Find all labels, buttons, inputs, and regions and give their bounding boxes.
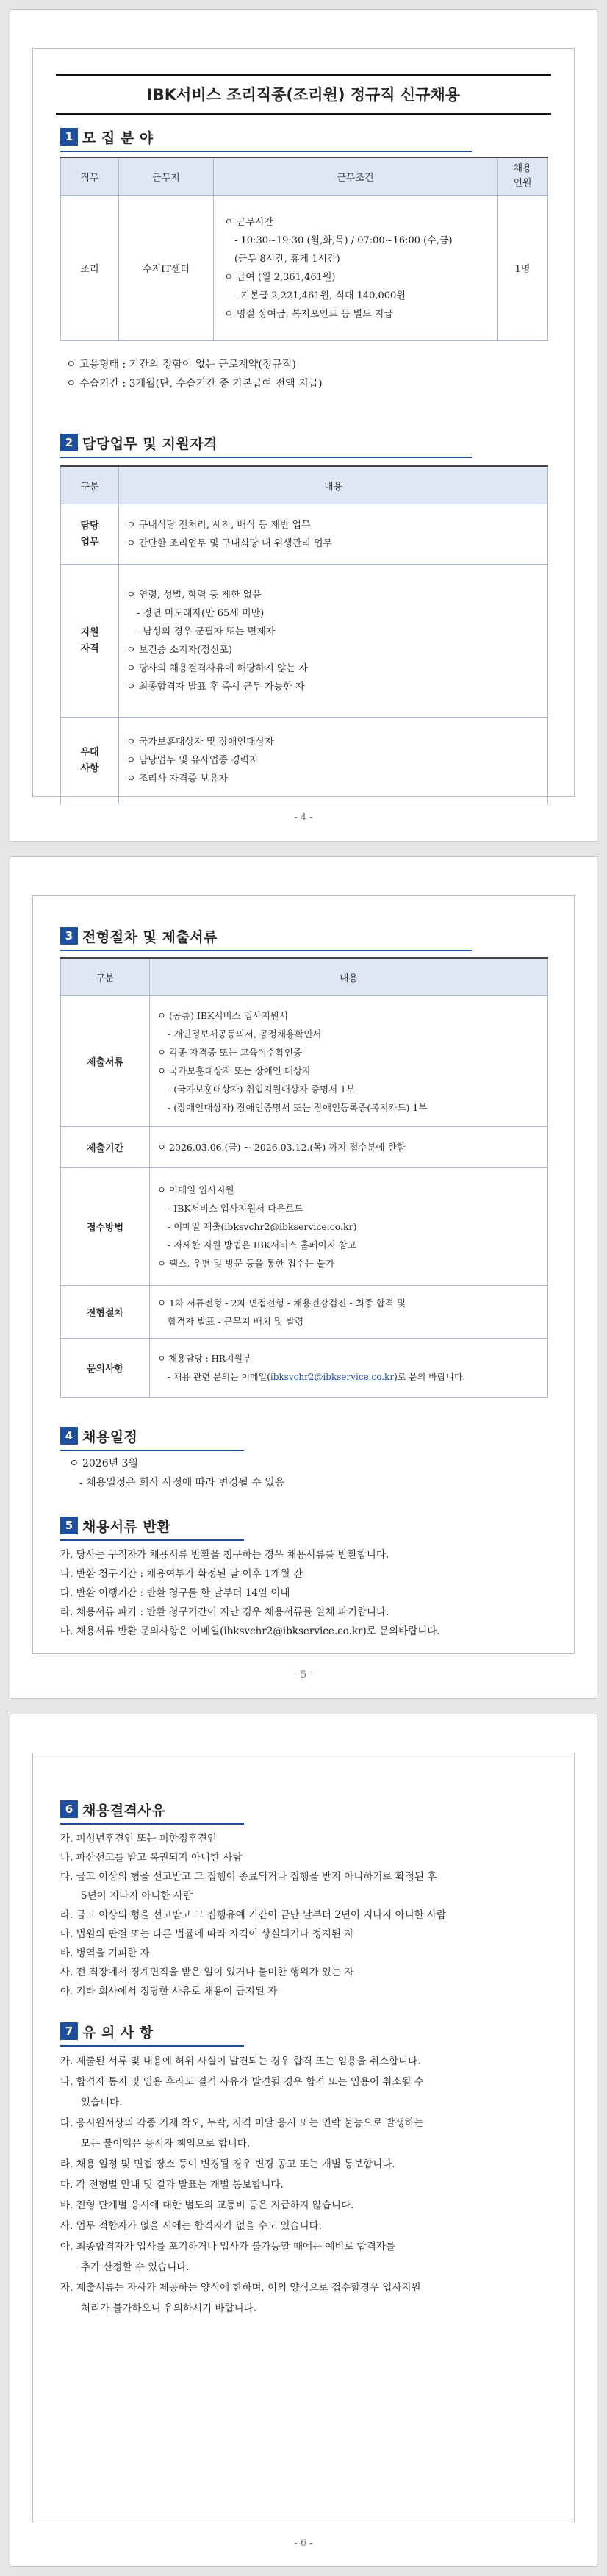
- period-label: 제출기간: [61, 1127, 150, 1168]
- preference-line: ㅇ 담당업무 및 유사업종 경력자: [126, 755, 259, 766]
- schedule-line: ㅇ 2026년 3월: [69, 1458, 139, 1470]
- section-number: 1: [60, 128, 78, 146]
- section-header-return: [60, 1513, 170, 1538]
- job-cell: 조리: [61, 196, 119, 341]
- disqualify-line: 라. 금고 이상의 형을 선고받고 그 집행유예 기간이 끝난 날부터 2년이 지나지 아니한 사람: [60, 1909, 447, 1921]
- duty-line: ㅇ 구내식당 전처리, 세척, 배식 등 제반 업무: [126, 519, 311, 531]
- disqualify-line: 아. 기타 회사에서 정당한 사유로 채용이 금지된 자: [60, 1986, 278, 1997]
- preference-label: 우대 사항: [61, 718, 119, 804]
- probation-note: ㅇ 수습기간 : 3개월(단, 수습기간 중 기본급여 전액 지급): [66, 378, 323, 390]
- condition-line: ㅇ 급여 (월 2,361,461원): [224, 271, 336, 283]
- conditions-cell: [214, 196, 498, 341]
- method-label: 접수방법: [61, 1168, 150, 1286]
- process-table: [60, 957, 548, 1398]
- section-title: 채용일정: [82, 1428, 138, 1445]
- return-line: 가. 당사는 구직자가 채용서류 반환을 청구하는 경우 채용서류를 반환합니다.: [60, 1549, 389, 1561]
- note-line: 처리가 불가하오니 유의하시기 바랍니다.: [81, 2303, 256, 2314]
- contact-text: - 채용 관련 문의는 이메일(: [168, 1371, 270, 1382]
- section-header-duties: [60, 430, 218, 455]
- section-number: 2: [60, 434, 78, 451]
- section-underline: [60, 457, 472, 458]
- method-line: - IBK서비스 입사지원서 다운로드: [168, 1203, 304, 1214]
- contact-text: )로 문의 바랍니다.: [394, 1371, 466, 1382]
- section-title: 전형절차 및 제출서류: [82, 929, 218, 945]
- duty-label: 담당 업무: [61, 504, 119, 565]
- method-line: - 자세한 지원 방법은 IBK서비스 홈페이지 참고: [168, 1239, 356, 1251]
- docs-line: - 개인정보제공동의서, 공정채용확인서: [168, 1028, 322, 1040]
- note-line: 마. 각 전형별 안내 및 결과 발표는 개별 통보합니다.: [60, 2179, 284, 2191]
- section-number: 3: [60, 927, 78, 945]
- return-line: 나. 반환 청구기간 : 채용여부가 확정된 날 이후 1개월 간: [60, 1568, 303, 1580]
- recruit-notes: [66, 355, 323, 393]
- section-header-notes: [60, 2019, 154, 2044]
- page-number: - 6 -: [294, 2538, 313, 2549]
- section-title: 채용결격사유: [82, 1802, 166, 1819]
- note-line: 나. 합격자 통지 및 임용 후라도 결격 사유가 발견될 경우 합격 또는 임용이 취소될 수: [60, 2076, 424, 2088]
- disqualify-line: 가. 피성년후견인 또는 피한정후견인: [60, 1833, 217, 1845]
- duty-line: ㅇ 간단한 조리업무 및 구내식당 내 위생관리 업무: [126, 537, 333, 549]
- procedure-label: 전형절차: [61, 1286, 150, 1339]
- section-header-recruit: [60, 124, 154, 149]
- qualification-line: ㅇ 연령, 성별, 학력 등 제한 없음: [126, 589, 262, 601]
- contact-content: [150, 1339, 548, 1398]
- method-line: ㅇ 팩스, 우편 및 방문 등을 통한 접수는 불가: [157, 1258, 335, 1269]
- qualification-label: 지원 자격: [61, 565, 119, 718]
- section-number: 7: [60, 2022, 78, 2040]
- page-number: - 4 -: [294, 812, 313, 823]
- header-category: 구분: [61, 958, 150, 996]
- procedure-line: 합격자 발표 - 근무지 배치 및 발령: [168, 1315, 304, 1327]
- header-location: 근무지: [119, 157, 214, 196]
- disqualify-line: 바. 병역을 기피한 자: [60, 1947, 150, 1959]
- qualification-line: ㅇ 최종합격자 발표 후 즉시 근무 가능한 자: [126, 681, 305, 693]
- document-page-6: [10, 1714, 597, 2567]
- qualification-line: - 정년 미도래자(만 65세 미만): [137, 607, 265, 619]
- recruit-table: [60, 157, 548, 341]
- return-text: [60, 1545, 440, 1641]
- preference-line: ㅇ 조리사 자격증 보유자: [126, 773, 228, 784]
- disqualify-line: 마. 법원의 판결 또는 다른 법률에 따라 자격이 상실되거나 정지된 자: [60, 1928, 354, 1940]
- preference-line: ㅇ 국가보훈대상자 및 장애인대상자: [126, 737, 274, 748]
- header-count: 채용 인원: [498, 157, 548, 196]
- employment-type-note: ㅇ 고용형태 : 기간의 정함이 없는 근로계약(정규직): [66, 359, 296, 371]
- note-line: 사. 업무 적합자가 없을 시에는 합격자가 없을 수도 있습니다.: [60, 2220, 322, 2232]
- qualification-line: ㅇ 당사의 채용결격사유에 해당하지 않는 자: [126, 662, 308, 674]
- section-title: 채용서류 반환: [82, 1518, 171, 1535]
- page-number: - 5 -: [294, 1670, 313, 1681]
- note-line: 바. 전형 단계별 응시에 대한 별도의 교통비 등은 지급하지 않습니다.: [60, 2200, 354, 2211]
- disqualify-text: [60, 1829, 446, 2001]
- duty-content: [119, 504, 548, 565]
- qualification-line: - 남성의 경우 군필자 또는 면제자: [137, 626, 276, 637]
- section-header-disqualify: [60, 1797, 165, 1822]
- docs-line: - (장애인대상자) 장애인증명서 또는 장애인등록증(복지카드) 1부: [168, 1101, 428, 1113]
- docs-line: ㅇ 각종 자격증 또는 교육이수확인증: [157, 1046, 303, 1058]
- procedure-content: [150, 1286, 548, 1339]
- note-line: 추가 산정할 수 있습니다.: [81, 2261, 190, 2273]
- docs-line: - (국가보훈대상자) 취업지원대상자 증명서 1부: [168, 1083, 356, 1095]
- contact-label: 문의사항: [61, 1339, 150, 1398]
- email-link[interactable]: ibksvchr2@ibkservice.co.kr: [270, 1371, 395, 1382]
- disqualify-line: 5년이 지나지 아니한 사람: [81, 1890, 193, 1902]
- section-title: 모 집 분 야: [82, 129, 154, 146]
- header-job: 직무: [61, 157, 119, 196]
- section-number: 5: [60, 1517, 78, 1534]
- docs-label: 제출서류: [61, 996, 150, 1127]
- section-header-schedule: [60, 1423, 137, 1448]
- section-title: 담당업무 및 지원자격: [82, 435, 218, 452]
- note-line: 아. 최종합격자가 입사를 포기하거나 입사가 불가능할 때에는 예비로 합격자를: [60, 2241, 395, 2253]
- note-line: 모든 불이익은 응시자 책임으로 합니다.: [81, 2138, 251, 2150]
- docs-line: ㅇ 국가보훈대상자 또는 장애인 대상자: [157, 1065, 312, 1076]
- section-header-process: [60, 923, 218, 948]
- docs-content: [150, 996, 548, 1127]
- note-line: 있습니다.: [81, 2097, 123, 2108]
- header-content: 내용: [119, 466, 548, 504]
- condition-line: - 기본급 2,221,461원, 식대 140,000원: [234, 290, 406, 301]
- disqualify-line: 나. 파산선고를 받고 복권되지 아니한 사람: [60, 1852, 243, 1864]
- section-title: 유 의 사 항: [82, 2024, 154, 2041]
- location-cell: 수지IT센터: [119, 196, 214, 341]
- section-underline: [60, 950, 472, 951]
- return-line: 다. 반환 이행기간 : 반환 청구를 한 날부터 14일 이내: [60, 1587, 290, 1599]
- condition-line: ㅇ 명절 상여금, 복지포인트 등 별도 지급: [224, 308, 393, 320]
- method-content: [150, 1168, 548, 1286]
- page-title: IBK서비스 조리직종(조리원) 정규직 신규채용: [56, 74, 551, 115]
- section-underline: [60, 151, 472, 152]
- method-line: ㅇ 이메일 입사지원: [157, 1184, 234, 1195]
- period-content: ㅇ 2026.03.06.(금) ~ 2026.03.12.(목) 까지 접수분에 한함: [150, 1127, 548, 1168]
- note-line: 가. 제출된 서류 및 내용에 허위 사실이 발견되는 경우 합격 또는 임용을 취소합니다.: [60, 2056, 421, 2067]
- note-line: 자. 제출서류는 자사가 제공하는 양식에 한하며, 이외 양식으로 접수할경우 입사지원: [60, 2282, 421, 2294]
- return-line: 라. 채용서류 파기 : 반환 청구기간이 지난 경우 채용서류를 일체 파기합니다.: [60, 1606, 389, 1618]
- contact-line: [157, 1368, 540, 1387]
- note-line: 라. 채용 일정 및 면접 장소 등이 변경될 경우 변경 공고 또는 개별 통보합니다.: [60, 2158, 395, 2170]
- condition-line: ㅇ 근무시간: [224, 216, 273, 228]
- condition-line: - 10:30~19:30 (월,화,목) / 07:00~16:00 (수,금): [234, 235, 453, 246]
- section-underline: [60, 1450, 244, 1451]
- preference-content: [119, 718, 548, 804]
- document-page-4: [10, 9, 597, 842]
- procedure-line: ㅇ 1차 서류전형 - 2차 면접전형 - 채용건강검진 - 최종 합격 및: [157, 1297, 406, 1309]
- disqualify-line: 사. 전 직장에서 징계면직을 받은 일이 있거나 불미한 행위가 있는 자: [60, 1967, 354, 1978]
- section-underline: [60, 1539, 244, 1541]
- return-line: 마. 채용서류 반환 문의사항은 이메일(ibksvchr2@ibkservice.co.kr)로 문의바랍니다.: [60, 1625, 440, 1637]
- section-underline: [60, 1823, 244, 1825]
- header-category: 구분: [61, 466, 119, 504]
- schedule-line: - 채용일정은 회사 사정에 따라 변경될 수 있음: [79, 1477, 285, 1489]
- header-conditions: 근무조건: [214, 157, 498, 196]
- docs-line: ㅇ (공통) IBK서비스 입사지원서: [157, 1009, 288, 1021]
- section-number: 4: [60, 1427, 78, 1445]
- contact-line: ㅇ 채용담당 : HR지원부: [157, 1353, 251, 1364]
- qualification-line: ㅇ 보건증 소지자(정신포): [126, 644, 232, 656]
- qualification-content: [119, 565, 548, 718]
- disqualify-line: 다. 금고 이상의 형을 선고받고 그 집행이 종료되거나 집행을 받지 아니하기로 확정된 후: [60, 1871, 437, 1883]
- section-underline: [60, 2045, 244, 2047]
- schedule-text: [69, 1454, 284, 1492]
- condition-line: (근무 8시간, 휴게 1시간): [234, 253, 340, 265]
- note-line: 다. 응시원서상의 각종 기재 착오, 누락, 자격 미달 응시 또는 연락 불능으로 발생하는: [60, 2117, 424, 2129]
- section-number: 6: [60, 1800, 78, 1818]
- notes-text: [60, 2051, 424, 2319]
- method-line: - 이메일 제출(ibksvchr2@ibkservice.co.kr): [168, 1221, 357, 1232]
- document-page-5: [10, 856, 597, 1699]
- header-content: 내용: [150, 958, 548, 996]
- count-cell: 1명: [498, 196, 548, 341]
- duty-table: [60, 465, 548, 804]
